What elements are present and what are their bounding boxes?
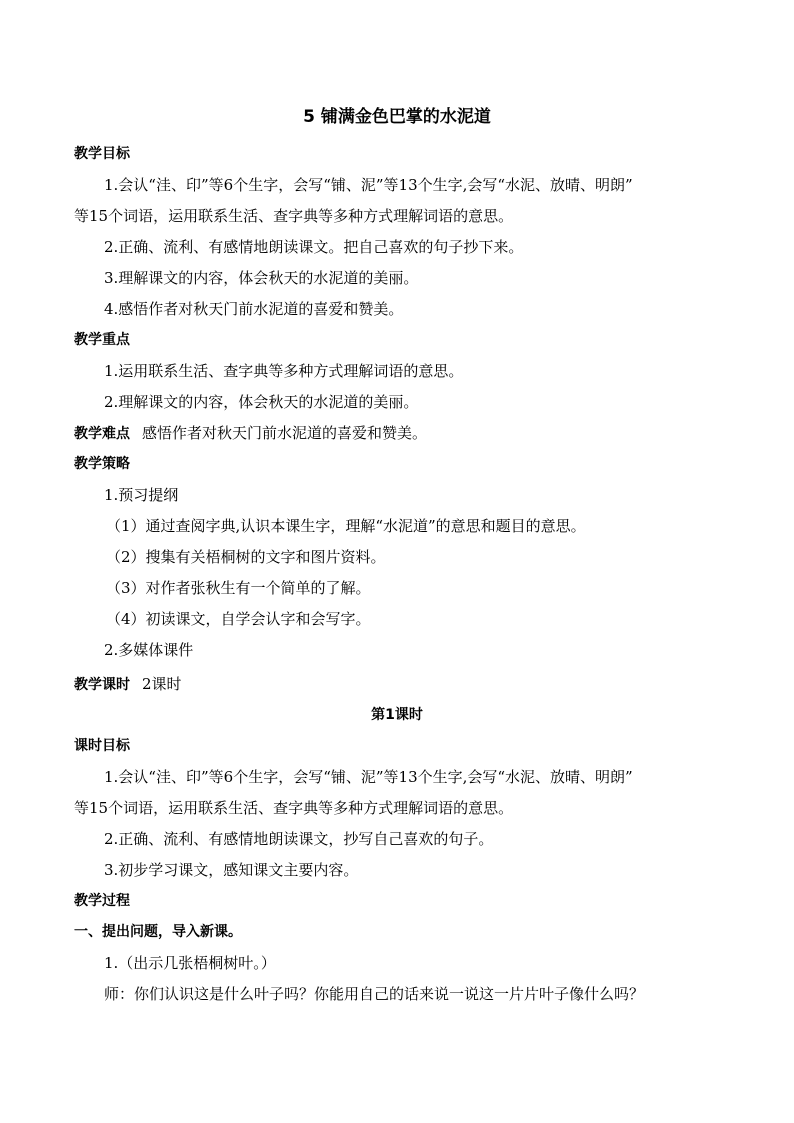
difficulty-row [74, 423, 427, 444]
goal-item-3: 3.理解课文的内容，体会秋天的水泥道的美丽。 [104, 269, 419, 287]
key-point-1: 1.运用联系生活、查字典等多种方式理解词语的意思。 [104, 362, 464, 380]
hours-text: 2课时 [142, 675, 182, 693]
goal-item-1-line-2: 等15个词语，运用联系生活、查字典等多种方式理解词语的意思。 [74, 207, 514, 225]
hours-heading: 教学课时 [74, 677, 130, 693]
strategy-sub-1: （1）通过查阅字典,认识本课生字，理解“水泥道”的意思和题目的意思。 [106, 517, 586, 535]
lesson-goal-3: 3.初步学习课文，感知课文主要内容。 [104, 861, 359, 879]
hours-row [74, 674, 182, 695]
goal-item-2: 2.正确、流利、有感情地朗读课文。把自己喜欢的句子抄下来。 [104, 238, 524, 256]
strategy-sub-2: （2）搜集有关梧桐树的文字和图片资料。 [106, 548, 386, 566]
lesson-goal-1-line-1: 1.会认“洼、印”等6个生字，会写“铺、泥”等13个生字,会写“水泥、放晴、明朗” [104, 768, 633, 786]
process-step-1-heading: 一、提出问题，导入新课。 [74, 924, 242, 940]
teacher-line: 师：你们认识这是什么叶子吗？你能用自己的话来说一说这一片片叶子像什么吗？ [104, 985, 645, 1003]
goal-item-1-line-1: 1.会认“洼、印”等6个生字，会写“铺、泥”等13个生字,会写“水泥、放晴、明朗” [104, 176, 633, 194]
process-heading: 教学过程 [74, 893, 130, 909]
lesson-goals-heading: 课时目标 [74, 738, 130, 754]
page-title: 5 铺满金色巴掌的水泥道 [303, 107, 491, 127]
process-step-1-item-1: 1.（出示几张梧桐树叶。） [104, 954, 276, 972]
strategy-item-1: 1.预习提纲 [104, 486, 179, 504]
strategy-sub-4: （4）初读课文，自学会认字和会写字。 [106, 610, 371, 628]
difficulty-text: 感悟作者对秋天门前水泥道的喜爱和赞美。 [142, 424, 428, 442]
difficulty-heading: 教学难点 [74, 426, 130, 442]
lesson-1-title: 第1课时 [371, 707, 423, 723]
strategy-heading: 教学策略 [74, 456, 130, 472]
goal-item-4: 4.感悟作者对秋天门前水泥道的喜爱和赞美。 [104, 300, 404, 318]
strategy-item-2: 2.多媒体课件 [104, 641, 194, 659]
key-point-2: 2.理解课文的内容，体会秋天的水泥道的美丽。 [104, 393, 419, 411]
strategy-sub-3: （3）对作者张秋生有一个简单的了解。 [106, 579, 371, 597]
goals-heading: 教学目标 [74, 146, 130, 162]
lesson-goal-2: 2.正确、流利、有感情地朗读课文，抄写自己喜欢的句子。 [104, 830, 494, 848]
lesson-goal-1-line-2: 等15个词语，运用联系生活、查字典等多种方式理解词语的意思。 [74, 799, 514, 817]
key-points-heading: 教学重点 [74, 332, 130, 348]
